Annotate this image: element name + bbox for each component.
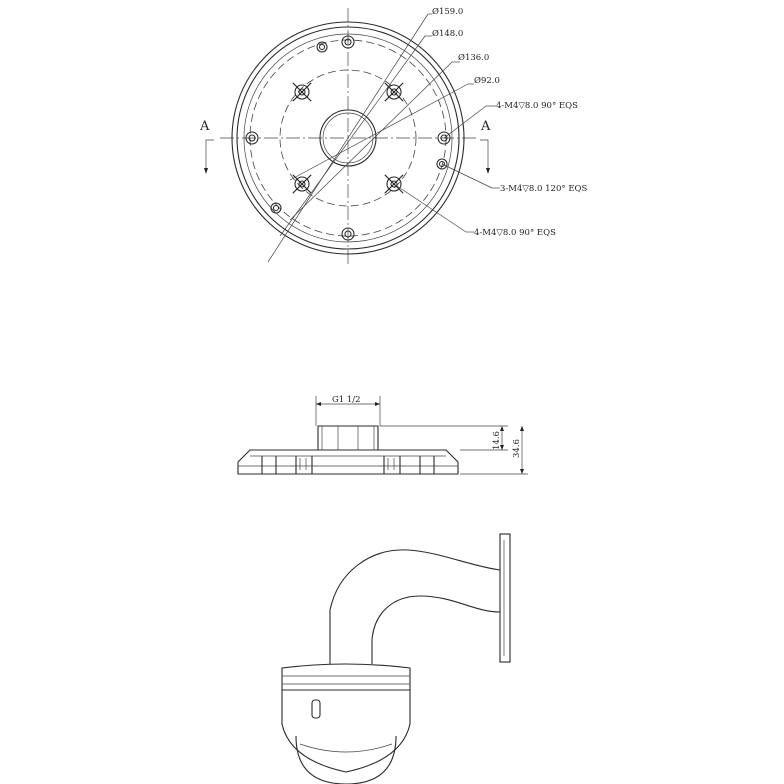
top-view xyxy=(199,6,587,266)
section-label-right: A xyxy=(481,119,491,134)
thread-label: G1 1/2 xyxy=(332,395,361,405)
height-inner-label: 14.6 xyxy=(492,431,502,450)
hole-spec-1-label: 4-M4▽8.0 90° EQS xyxy=(496,101,578,111)
dim-d92-label: Ø92.0 xyxy=(474,76,500,86)
bracket-assembly xyxy=(282,534,510,784)
section-marker-right xyxy=(480,140,490,174)
dim-d159-label: Ø159.0 xyxy=(432,7,464,17)
section-label-left: A xyxy=(200,119,210,134)
side-view xyxy=(238,395,528,474)
height-outer-label: 34.6 xyxy=(512,439,522,458)
section-marker-left xyxy=(204,140,214,174)
dim-d136-label: Ø136.0 xyxy=(458,53,490,63)
hole-spec-3-label: 4-M4▽8.0 90° EQS xyxy=(474,228,556,238)
hole-spec-2-label: 3-M4▽8.0 120° EQS xyxy=(500,184,588,194)
dim-d148-label: Ø148.0 xyxy=(432,29,464,39)
